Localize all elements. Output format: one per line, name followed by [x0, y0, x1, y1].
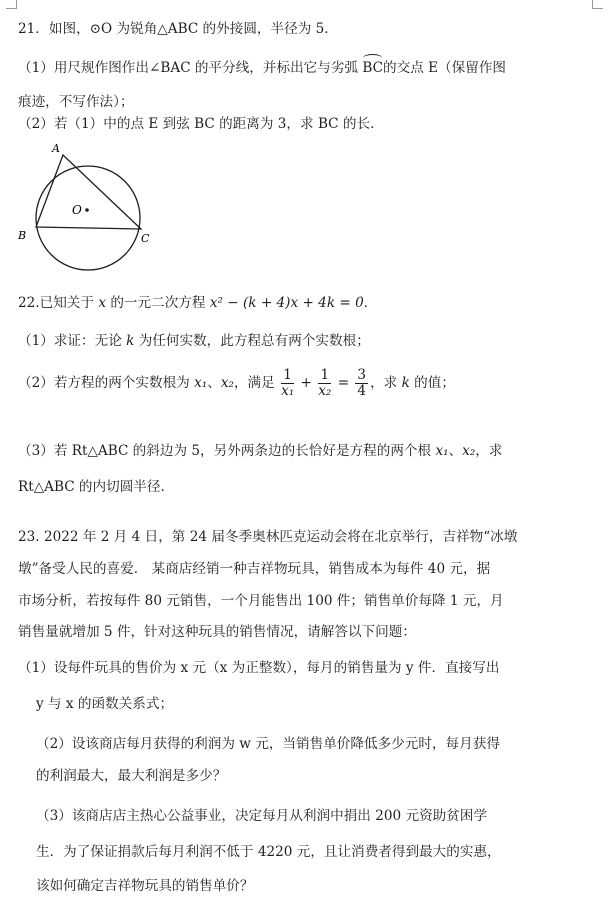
q21-part1-text-a: （1）用尺规作图作出∠BAC 的平分线，并标出它与劣弧 — [18, 60, 363, 76]
q22-part2 — [18, 364, 455, 402]
q22-part2-c: ，求 — [370, 375, 402, 391]
fraction-3-over-4 — [355, 368, 368, 399]
arc-bc-label: BC — [362, 60, 384, 76]
label-b: B — [18, 229, 27, 242]
q22-part3-a: （3）若 Rt△ABC 的斜边为 5，另外两条边的长恰好是方程的两个根 — [18, 443, 436, 459]
q22-x2: x₂ — [220, 375, 234, 391]
center-point — [85, 208, 89, 212]
q22-part1 — [18, 332, 370, 350]
q23-line-2: 墩”备受人民的喜爱． 某商店经销一种吉祥物玩具，销售成本为每件 40 元，据 — [18, 561, 491, 577]
q21-part1-line1 — [18, 59, 506, 77]
plus-sign: + — [300, 375, 312, 391]
page-corner-mark-right — [592, 0, 603, 9]
q21-part1-line2: 痕迹，不写作法）； — [18, 94, 134, 110]
fraction-1-over-x1 — [281, 368, 294, 399]
q23-line-6: y 与 x 的函数关系式； — [36, 696, 174, 712]
label-a: A — [52, 142, 60, 155]
circle-triangle-figure — [10, 138, 160, 273]
q23-line-3: 市场分析，若按每件 80 元销售，一个月能售出 100 件；销售单价每降 1 元，月 — [18, 593, 504, 609]
q23-line-5: （1）设每件玩具的售价为 x 元（x 为正整数），每月的销售量为 y 件．直接写出 — [18, 660, 500, 676]
q22-x1: x₁ — [194, 375, 208, 391]
fraction-1-over-x2 — [318, 368, 331, 399]
fraction-numerator: 1 — [318, 368, 331, 384]
q22-part2-d: 的值； — [409, 375, 455, 391]
q22-part2-b: ，满足 — [233, 375, 275, 391]
q21-part1-text-b: 的交点 E（保留作图 — [383, 60, 507, 76]
q21-stem: 21．如图，⊙O 为锐角△ABC 的外接圆，半径为 5． — [18, 21, 338, 37]
q22-part1-b: 为任何实数，此方程总有两个实数根； — [134, 333, 370, 349]
q22-stem-x: x — [98, 295, 106, 311]
q23-line-4: 销售量就增加 5 件，针对这种玩具的销售情况，请解答以下问题： — [18, 624, 416, 640]
equals-sign: = — [337, 375, 350, 391]
fraction-denominator: x₂ — [318, 383, 332, 399]
q22-part2-a: （2）若方程的两个实数根为 — [18, 375, 195, 391]
q23-line-9: （3）该商店店主热心公益事业，决定每月从利润中捐出 200 元资助贫困学 — [36, 808, 488, 824]
fraction-numerator: 3 — [357, 367, 367, 383]
fraction-denominator: 4 — [357, 383, 367, 399]
q22-part1-k: k — [126, 333, 135, 349]
q22-stem — [18, 294, 377, 312]
q22-equation: x² − (k + 4)x + 4k = 0 — [209, 295, 364, 311]
q23-line-11: 该如何确定吉祥物玩具的销售单价？ — [36, 878, 254, 894]
q21-part2: （2）若（1）中的点 E 到弦 BC 的距离为 3，求 BC 的长． — [18, 116, 384, 132]
q22-stem-b: 的一元二次方程 — [106, 295, 210, 311]
fraction-numerator: 1 — [281, 368, 294, 384]
q22-part3-line2: Rt△ABC 的内切圆半径. — [18, 479, 165, 495]
q22-part3-line1 — [18, 442, 502, 460]
q23-line-8: 的利润最大，最大利润是多少？ — [36, 768, 227, 784]
q22-stem-end: ． — [363, 295, 378, 311]
q22-part3-b: ，求 — [475, 443, 503, 459]
q23-line-10: 生．为了保证捐款后每月利润不低于 4220 元，且让消费者得到最大的实惠， — [36, 844, 501, 860]
q22-part3-sep: 、 — [448, 443, 463, 459]
q22-part3-x2: x₂ — [462, 443, 476, 459]
q22-sep: 、 — [207, 375, 221, 391]
page-corner-mark-left — [6, 0, 17, 9]
label-o: O — [72, 203, 82, 217]
q23-line-1: 23. 2022 年 2 月 4 日，第 24 届冬季奥林匹克运动会将在北京举行，吉祥物“冰墩 — [18, 529, 518, 545]
q22-part2-k: k — [401, 375, 410, 391]
circumcircle — [36, 166, 140, 270]
label-c: C — [141, 232, 150, 245]
q22-part1-a: （1）求证：无论 — [18, 333, 127, 349]
q23-line-7: （2）设该商店每月获得的利润为 w 元，当销售单价降低多少元时，每月获得 — [36, 736, 500, 752]
q22-stem-a: 22.已知关于 — [18, 295, 99, 311]
q22-part3-x1: x₁ — [435, 443, 449, 459]
fraction-denominator: x₁ — [281, 383, 295, 399]
